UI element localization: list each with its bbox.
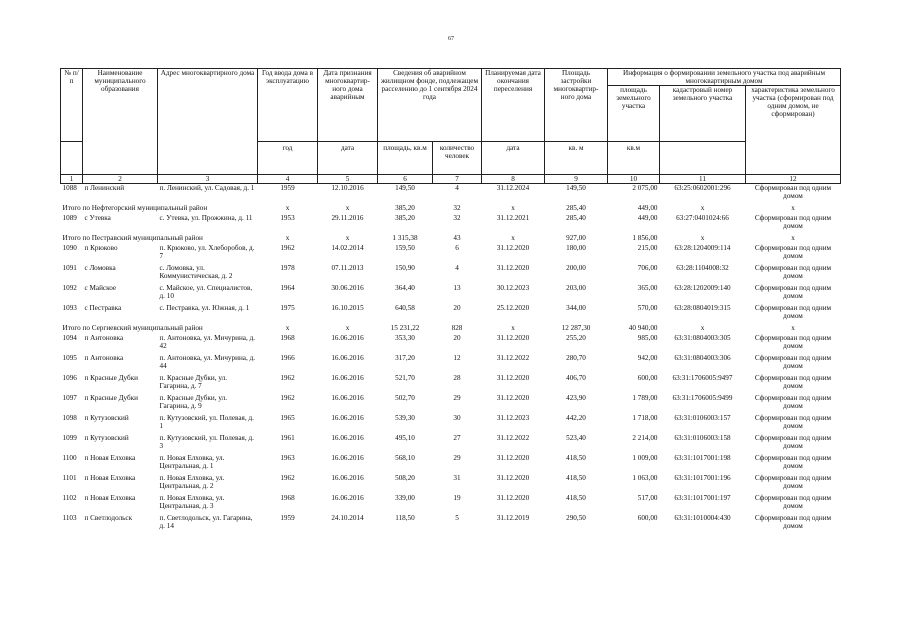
land-area-cell: 1 718,00 <box>632 414 658 422</box>
year-cell: 1953 <box>280 214 295 222</box>
address-cell: п. Новая Елховка, ул. Центральная, д. 1 <box>159 454 225 470</box>
people-cell: 19 <box>453 494 461 502</box>
recognition-date-cell: 16.06.2016 <box>331 374 364 382</box>
unit-people: количество человек <box>433 142 482 175</box>
address-cell: п. Ленинский, ул. Садовая, д. 1 <box>159 184 255 192</box>
column-number: 4 <box>258 175 318 184</box>
people-cell: 4 <box>455 264 459 272</box>
table-row <box>61 494 841 514</box>
recognition-date-cell: 24.10.2014 <box>331 514 364 522</box>
column-number: 5 <box>318 175 378 184</box>
land-area-cell: 449,00 <box>637 214 658 222</box>
building-area-cell: 285,40 <box>566 204 586 212</box>
table-row <box>61 214 841 234</box>
building-area-cell: 280,70 <box>566 354 586 362</box>
planned-end-cell: 31.12.2023 <box>496 414 530 422</box>
area-cell: 15 231,22 <box>390 324 420 332</box>
year-cell: 1964 <box>280 284 295 292</box>
header-address: Адрес многоквартирного дома <box>158 69 258 175</box>
planned-end-cell: 31.12.2019 <box>496 514 530 522</box>
cadastral-cell: x <box>700 324 705 332</box>
characteristic-cell: Сформирован под одним домом <box>754 304 832 320</box>
people-cell: 32 <box>453 214 461 222</box>
building-area-cell: 418,50 <box>566 494 586 502</box>
characteristic-cell: Сформирован под одним домом <box>754 434 832 450</box>
cadastral-cell: 63:31:1017001:196 <box>674 474 731 482</box>
year-cell: 1968 <box>280 334 295 342</box>
cadastral-cell: 63:28:1202009:140 <box>674 284 731 292</box>
characteristic-cell: Сформирован под одним домом <box>754 284 832 300</box>
planned-end-cell: 31.12.2021 <box>496 214 530 222</box>
land-area-cell: 365,00 <box>637 284 658 292</box>
recognition-date-cell: x <box>345 234 350 242</box>
header-characteristic: характеристика земельного участка (сформирован под одним домом, не сформирован) <box>746 86 841 175</box>
address-cell: с. Утевка, ул. Прожжина, д. 11 <box>159 214 253 222</box>
total-row <box>61 324 841 334</box>
cadastral-cell: 63:31:1706005:9499 <box>672 394 733 402</box>
address-cell: п. Крюково, ул. Хлеборобов, д. 7 <box>159 244 255 260</box>
planned-end-cell: 31.12.2020 <box>496 244 530 252</box>
planned-end-cell: 31.12.2020 <box>496 394 530 402</box>
year-cell: 1959 <box>280 184 295 192</box>
address-cell: с. Ломовка, ул. Коммунистическая, д. 2 <box>159 264 233 280</box>
cadastral-cell: 63:31:1017001:197 <box>674 494 731 502</box>
row-number: 1102 <box>62 494 77 502</box>
people-cell: 31 <box>453 474 461 482</box>
building-area-cell: 180,00 <box>566 244 586 252</box>
land-area-cell: 1 009,00 <box>632 454 658 462</box>
total-row <box>61 204 841 214</box>
area-cell: 640,58 <box>395 304 415 312</box>
year-cell: 1962 <box>280 394 295 402</box>
characteristic-cell: Сформирован под одним домом <box>754 494 832 510</box>
unit-end-date: дата <box>482 142 545 175</box>
characteristic-cell: Сформирован под одним домом <box>754 184 832 200</box>
land-area-cell: 449,00 <box>637 204 658 212</box>
area-cell: 317,20 <box>395 354 415 362</box>
recognition-date-cell: 16.06.2016 <box>331 434 364 442</box>
recognition-date-cell: x <box>345 324 350 332</box>
column-number: 3 <box>158 175 258 184</box>
recognition-date-cell: 29.11.2016 <box>331 214 364 222</box>
land-area-cell: 215,00 <box>637 244 658 252</box>
municipality-cell: п Антоновка <box>84 334 124 342</box>
characteristic-cell: Сформирован под одним домом <box>754 214 832 230</box>
people-cell: 29 <box>453 394 461 402</box>
municipality-cell: п Светлодольск <box>84 514 133 522</box>
characteristic-cell: Сформирован под одним домом <box>754 514 832 530</box>
row-number: 1100 <box>62 454 77 462</box>
planned-end-cell: 31.12.2024 <box>496 184 530 192</box>
building-area-cell: 406,70 <box>566 374 586 382</box>
row-number: 1093 <box>62 304 77 312</box>
row-number: 1101 <box>62 474 77 482</box>
header-emergency-fund: Сведения об аварийном жилищном фонде, подлежащем расселению до 1 сентября 2024 года <box>378 69 482 142</box>
area-cell: 502,70 <box>395 394 415 402</box>
row-number: 1097 <box>62 394 77 402</box>
cadastral-cell: 63:31:1010004:430 <box>674 514 731 522</box>
cadastral-cell: 63:25:0602001:296 <box>674 184 731 192</box>
column-number: 10 <box>608 175 660 184</box>
table-row <box>61 414 841 434</box>
table-body <box>61 184 841 535</box>
header-planned-end: Планируемая дата окончания переселения <box>482 69 545 142</box>
column-number: 11 <box>660 175 746 184</box>
area-cell: 149,50 <box>395 184 415 192</box>
municipality-cell: п Красные Дубки <box>84 394 138 402</box>
land-area-cell: 600,00 <box>637 374 658 382</box>
people-cell: 4 <box>455 184 459 192</box>
land-area-cell: 2 214,00 <box>632 434 658 442</box>
year-cell: 1962 <box>280 474 295 482</box>
building-area-cell: 149,50 <box>566 184 586 192</box>
land-area-cell: 40 940,00 <box>628 324 658 332</box>
people-cell: 6 <box>455 244 459 252</box>
planned-end-cell: x <box>511 204 515 212</box>
row-number: 1099 <box>62 434 77 442</box>
cadastral-cell: 63:31:1706005:9497 <box>672 374 733 382</box>
planned-end-cell: x <box>511 324 515 332</box>
people-cell: 30 <box>453 414 461 422</box>
column-number: 2 <box>83 175 158 184</box>
year-cell: 1961 <box>280 434 295 442</box>
header-land-area: площадь земельного участка <box>608 86 660 142</box>
column-number: 1 <box>61 175 83 184</box>
row-number: 1088 <box>62 184 77 192</box>
area-cell: 495,10 <box>395 434 415 442</box>
building-area-cell: 200,00 <box>566 264 586 272</box>
row-number: 1092 <box>62 284 77 292</box>
area-cell: 364,40 <box>395 284 415 292</box>
building-area-cell: 423,90 <box>566 394 586 402</box>
address-cell: п. Красные Дубки, ул. Гагарина, д. 9 <box>159 394 228 410</box>
cadastral-cell: 63:31:0106003:157 <box>674 414 731 422</box>
municipality-cell: п Новая Елховка <box>84 494 136 502</box>
recognition-date-cell: 16.06.2016 <box>331 474 364 482</box>
land-area-cell: 985,00 <box>637 334 658 342</box>
area-cell: 339,00 <box>395 494 415 502</box>
cadastral-cell: 63:27:0401024:66 <box>676 214 729 222</box>
people-cell: 43 <box>453 234 461 242</box>
header-num: № п/п <box>61 69 83 142</box>
year-cell: x <box>285 204 290 212</box>
recognition-date-cell: 16.06.2016 <box>331 414 364 422</box>
year-cell: x <box>285 234 290 242</box>
area-cell: 521,70 <box>395 374 415 382</box>
people-cell: 29 <box>453 454 461 462</box>
people-cell: 12 <box>453 354 461 362</box>
building-area-cell: 523,40 <box>566 434 586 442</box>
recognition-date-cell: 12.10.2016 <box>331 184 364 192</box>
characteristic-cell: Сформирован под одним домом <box>754 414 832 430</box>
housing-register-table <box>60 68 841 534</box>
building-area-cell: 290,50 <box>566 514 586 522</box>
characteristic-cell: Сформирован под одним домом <box>754 334 832 350</box>
total-label: Итого по Сергиевский муниципальный район <box>62 324 203 332</box>
table-row <box>61 334 841 354</box>
table-row <box>61 474 841 494</box>
address-cell: с. Майское, ул. Специалистов, д. 10 <box>159 284 253 300</box>
table-header <box>61 69 841 184</box>
area-cell: 568,10 <box>395 454 415 462</box>
recognition-date-cell: 16.10.2015 <box>331 304 364 312</box>
table-row <box>61 434 841 454</box>
building-area-cell: 418,50 <box>566 454 586 462</box>
building-area-cell: 285,40 <box>566 214 586 222</box>
building-area-cell: 442,20 <box>566 414 586 422</box>
cadastral-cell: 63:28:0804019:315 <box>674 304 731 312</box>
unit-date: дата <box>318 142 378 175</box>
planned-end-cell: 30.12.2023 <box>496 284 530 292</box>
land-area-cell: 706,00 <box>637 264 658 272</box>
planned-end-cell: 31.12.2020 <box>496 264 530 272</box>
people-cell: 13 <box>453 284 461 292</box>
municipality-cell: п Кутузовский <box>84 414 129 422</box>
table-row <box>61 264 841 284</box>
total-label: Итого по Пестравский муниципальный район <box>62 234 203 242</box>
land-area-cell: 942,00 <box>637 354 658 362</box>
planned-end-cell: 31.12.2020 <box>496 334 530 342</box>
cadastral-cell: 63:31:1017001:198 <box>674 454 731 462</box>
address-cell: с. Пестравка, ул. Южная, д. 1 <box>159 304 250 312</box>
building-area-cell: 344,00 <box>566 304 586 312</box>
row-number: 1096 <box>62 374 77 382</box>
characteristic-cell: Сформирован под одним домом <box>754 264 832 280</box>
cadastral-cell: 63:31:0804003:305 <box>674 334 731 342</box>
address-cell: п. Антоновка, ул. Мичурина, д. 44 <box>159 354 256 370</box>
unit-year: год <box>258 142 318 175</box>
area-cell: 150,90 <box>395 264 415 272</box>
people-cell: 32 <box>453 204 461 212</box>
municipality-cell: п Антоновка <box>84 354 124 362</box>
total-row <box>61 234 841 244</box>
cadastral-cell: 63:28:1204009:114 <box>674 244 731 252</box>
table-row <box>61 514 841 534</box>
year-cell: 1962 <box>280 374 295 382</box>
unit-cadastral-empty <box>660 142 746 175</box>
table-row <box>61 394 841 414</box>
row-number: 1090 <box>62 244 77 252</box>
unit-build-area: кв. м <box>545 142 608 175</box>
row-number: 1095 <box>62 354 77 362</box>
column-number: 12 <box>746 175 841 184</box>
year-cell: 1966 <box>280 354 295 362</box>
people-cell: 20 <box>453 304 461 312</box>
recognition-date-cell: 16.06.2016 <box>331 454 364 462</box>
row-number: 1089 <box>62 214 77 222</box>
land-area-cell: 1 856,00 <box>632 234 658 242</box>
planned-end-cell: x <box>511 234 515 242</box>
year-cell: 1978 <box>280 264 295 272</box>
people-cell: 28 <box>453 374 461 382</box>
table-row <box>61 284 841 304</box>
table-row <box>61 304 841 324</box>
unit-area: площадь, кв.м <box>378 142 433 175</box>
area-cell: 385,20 <box>395 214 415 222</box>
characteristic-cell: Сформирован под одним домом <box>754 244 832 260</box>
address-cell: п. Кутузовский, ул. Полевая, д. 1 <box>159 414 254 430</box>
table-row <box>61 354 841 374</box>
address-cell: п. Новая Елховка, ул. Центральная, д. 3 <box>159 494 225 510</box>
municipality-cell: с Пестравка <box>84 304 122 312</box>
year-cell: 1975 <box>280 304 295 312</box>
building-area-cell: 12 287,30 <box>561 324 591 332</box>
address-cell: п. Антоновка, ул. Мичурина, д. 42 <box>159 334 256 350</box>
characteristic-cell: x <box>791 324 795 332</box>
year-cell: 1963 <box>280 454 295 462</box>
area-cell: 159,50 <box>395 244 415 252</box>
characteristic-cell: x <box>791 234 795 242</box>
year-cell: 1968 <box>280 494 295 502</box>
planned-end-cell: 31.12.2020 <box>496 474 530 482</box>
cadastral-cell: 63:31:0804003:306 <box>674 354 731 362</box>
recognition-date-cell: 14.02.2014 <box>331 244 364 252</box>
row-number: 1094 <box>62 334 77 342</box>
municipality-cell: п Ленинский <box>84 184 125 192</box>
planned-end-cell: 31.12.2020 <box>496 494 530 502</box>
cadastral-cell: 63:31:0106003:158 <box>674 434 731 442</box>
cadastral-cell: 63:28:1104008:32 <box>676 264 729 272</box>
recognition-date-cell: 16.06.2016 <box>331 394 364 402</box>
land-area-cell: 517,00 <box>637 494 658 502</box>
year-cell: 1959 <box>280 514 295 522</box>
people-cell: 27 <box>453 434 461 442</box>
row-number: 1098 <box>62 414 77 422</box>
cadastral-cell: x <box>700 204 705 212</box>
municipality-cell: с Утевка <box>84 214 111 222</box>
header-building-area: Площадь застройки многоквартир-ного дома <box>545 69 608 142</box>
area-cell: 508,20 <box>395 474 415 482</box>
row-number: 1091 <box>62 264 77 272</box>
recognition-date-cell: 16.06.2016 <box>331 494 364 502</box>
cadastral-cell: x <box>700 234 705 242</box>
land-area-cell: 1 789,00 <box>632 394 658 402</box>
area-cell: 385,20 <box>395 204 415 212</box>
people-cell: 828 <box>451 324 463 332</box>
total-label: Итого по Нефтегорский муниципальный район <box>62 204 208 212</box>
table-row <box>61 374 841 394</box>
recognition-date-cell: 16.06.2016 <box>331 354 364 362</box>
land-area-cell: 600,00 <box>637 514 658 522</box>
address-cell: п. Красные Дубки, ул. Гагарина, д. 7 <box>159 374 228 390</box>
header-land-info: Информация о формировании земельного участка под аварийным многоквартирным домом <box>608 69 841 86</box>
characteristic-cell: Сформирован под одним домом <box>754 374 832 390</box>
recognition-date-cell: 16.06.2016 <box>331 334 364 342</box>
characteristic-cell: Сформирован под одним домом <box>754 394 832 410</box>
planned-end-cell: 31.12.2020 <box>496 374 530 382</box>
municipality-cell: п Новая Елховка <box>84 454 136 462</box>
municipality-cell: с Майское <box>84 284 117 292</box>
area-cell: 118,50 <box>395 514 415 522</box>
unit-land-area: кв.м <box>608 142 660 175</box>
year-cell: 1962 <box>280 244 295 252</box>
characteristic-cell: Сформирован под одним домом <box>754 474 832 490</box>
header-recognition-date: Дата признания многоквартир-ного дома аварийным <box>318 69 378 142</box>
address-cell: п. Новая Елховка, ул. Центральная, д. 2 <box>159 474 225 490</box>
table-row <box>61 184 841 205</box>
planned-end-cell: 25.12.2020 <box>496 304 530 312</box>
table-row <box>61 244 841 264</box>
municipality-cell: п Красные Дубки <box>84 374 138 382</box>
year-cell: 1965 <box>280 414 295 422</box>
address-cell: п. Светлодольск, ул. Гагарина, д. 14 <box>159 514 253 530</box>
header-municipality: Наименование муниципального образования <box>83 69 158 175</box>
area-cell: 539,30 <box>395 414 415 422</box>
people-cell: 5 <box>455 514 459 522</box>
characteristic-cell: x <box>791 204 795 212</box>
address-cell: п. Кутузовский, ул. Полевая, д. 3 <box>159 434 254 450</box>
municipality-cell: п Новая Елховка <box>84 474 136 482</box>
column-number: 9 <box>545 175 608 184</box>
characteristic-cell: Сформирован под одним домом <box>754 454 832 470</box>
column-number: 6 <box>378 175 433 184</box>
building-area-cell: 418,50 <box>566 474 586 482</box>
header-cadastral: кадастровый номер земельного участка <box>660 86 746 142</box>
column-number: 8 <box>482 175 545 184</box>
planned-end-cell: 31.12.2020 <box>496 454 530 462</box>
land-area-cell: 2 075,00 <box>632 184 658 192</box>
unit-empty <box>61 142 83 175</box>
area-cell: 1 315,38 <box>392 234 418 242</box>
municipality-cell: с Ломовка <box>84 264 116 272</box>
building-area-cell: 255,20 <box>566 334 586 342</box>
planned-end-cell: 31.12.2022 <box>496 434 530 442</box>
land-area-cell: 570,00 <box>637 304 658 312</box>
area-cell: 353,30 <box>395 334 415 342</box>
municipality-cell: п Крюково <box>84 244 118 252</box>
row-number: 1103 <box>62 514 77 522</box>
building-area-cell: 203,00 <box>566 284 586 292</box>
recognition-date-cell: 07.11.2013 <box>331 264 364 272</box>
building-area-cell: 927,00 <box>566 234 586 242</box>
people-cell: 20 <box>453 334 461 342</box>
recognition-date-cell: 30.06.2016 <box>331 284 364 292</box>
planned-end-cell: 31.12.2022 <box>496 354 530 362</box>
table-row <box>61 454 841 474</box>
municipality-cell: п Кутузовский <box>84 434 129 442</box>
year-cell: x <box>285 324 290 332</box>
land-area-cell: 1 063,00 <box>632 474 658 482</box>
header-year: Год ввода дома в эксплуатацию <box>258 69 318 142</box>
recognition-date-cell: x <box>345 204 350 212</box>
column-number: 7 <box>433 175 482 184</box>
page-number: 67 <box>448 36 454 42</box>
characteristic-cell: Сформирован под одним домом <box>754 354 832 370</box>
